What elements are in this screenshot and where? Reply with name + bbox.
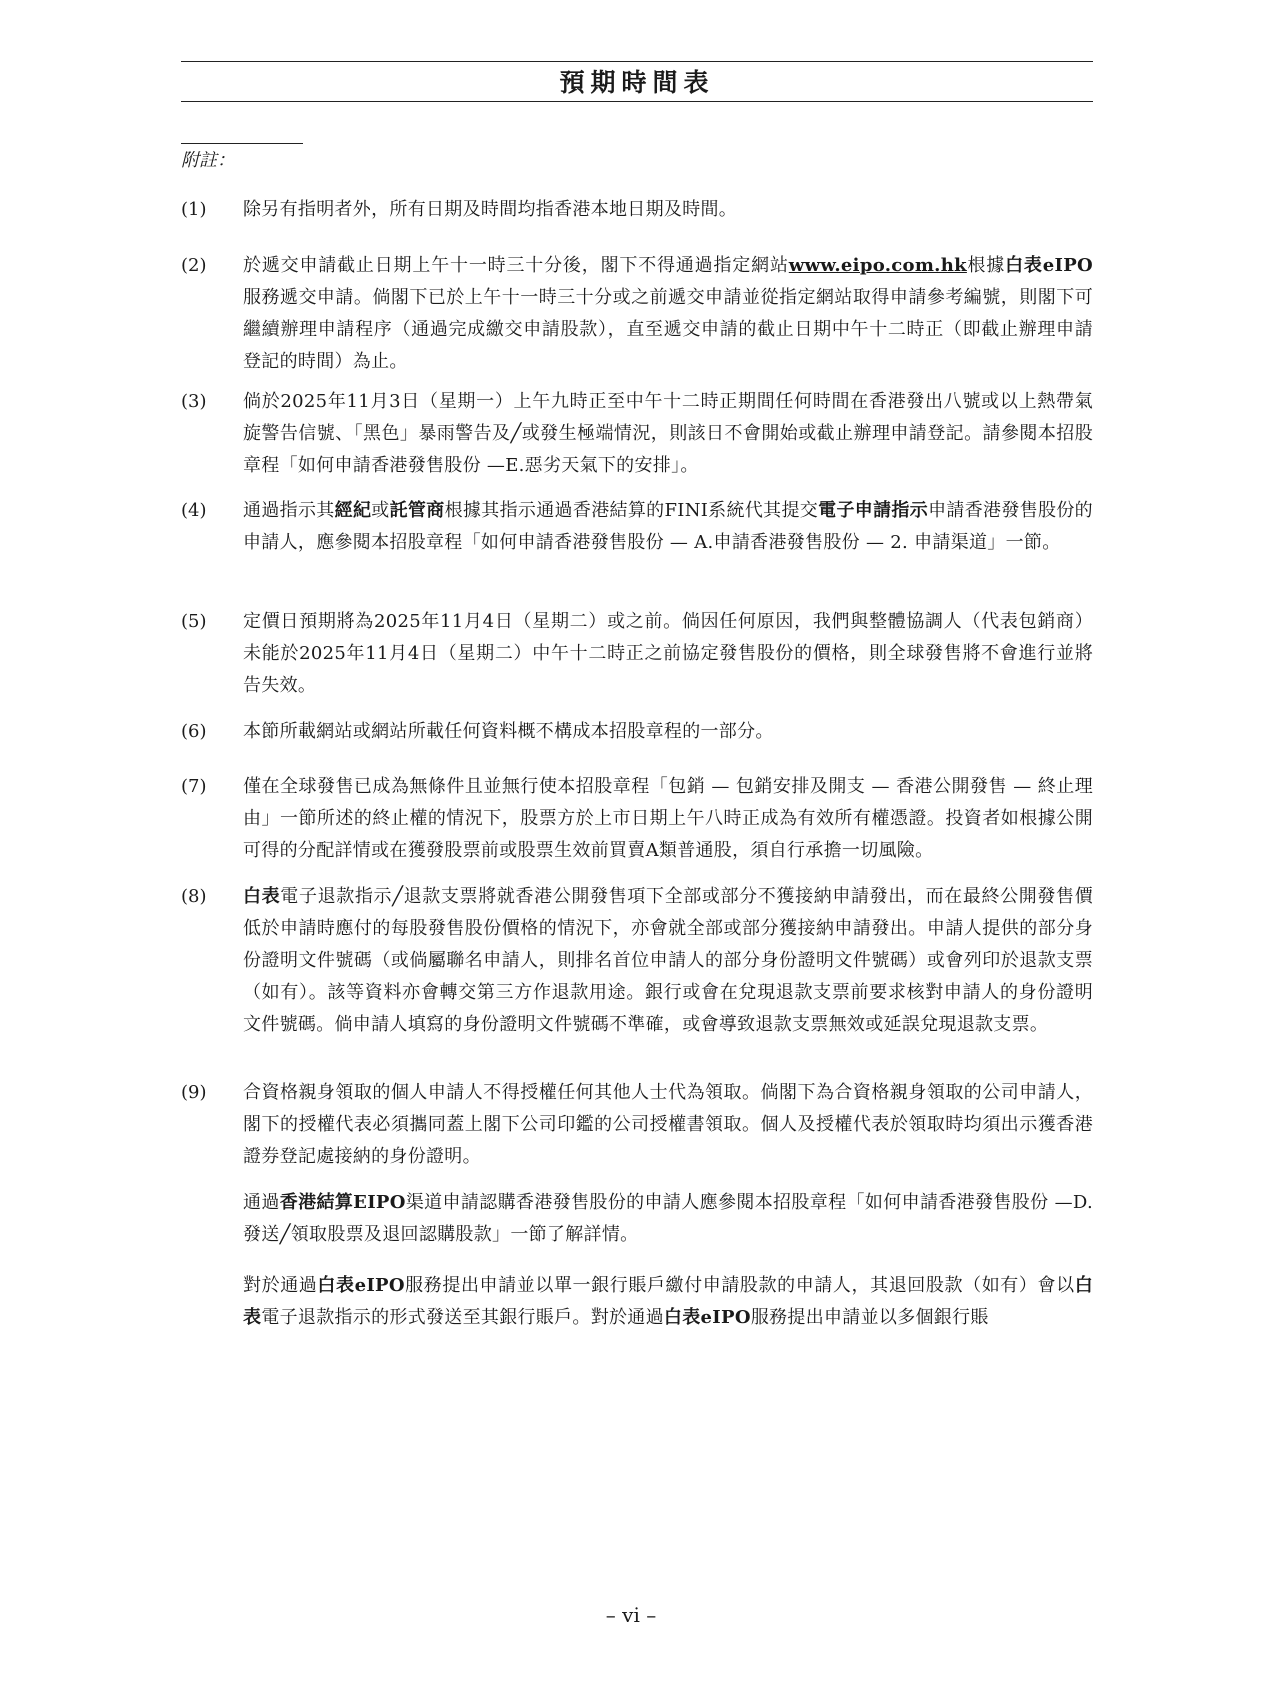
header-top-rule — [181, 61, 1093, 62]
note-text: 倘於2025年11月3日（星期一）上午九時正至中午十二時正期間任何時間在香港發出八號或以上熱帶氣旋警告信號、「黑色」暴雨警告及╱或發生極端情況，則該日不會開始或截止辦理申請登記。請參閱本招股章程「如何申請香港發售股份 —E.惡劣天氣下的安排」。 — [243, 391, 1093, 476]
page-number: – vi – — [605, 1603, 657, 1627]
note-text: 通過指示其經紀或託管商根據其指示通過香港結算的FINI系統代其提交電子申請指示申請香港發售股份的申請人，應參閱本招股章程「如何申請香港發售股份 — A.申請香港發售股份 — 2. 申請渠道」一節。 — [243, 500, 1093, 553]
note-number: (3) — [181, 391, 207, 412]
note-number: (7) — [181, 776, 207, 797]
note-text: 合資格親身領取的個人申請人不得授權任何其他人士代為領取。倘閣下為合資格親身領取的公司申請人，閣下的授權代表必須攜同蓋上閣下公司印鑑的公司授權書領取。個人及授權代表於領取時均須出示獲香港證券登記處接納的身份證明。 — [243, 1082, 1093, 1167]
note-number: (6) — [181, 721, 207, 742]
eipo-website-link[interactable]: www.eipo.com.hk — [788, 255, 967, 276]
note-text: 白表電子退款指示╱退款支票將就香港公開發售項下全部或部分不獲接納申請發出，而在最終公開發售價低於申請時應付的每股發售股份價格的情況下，亦會就全部或部分獲接納申請發出。申請人提供的部分身份證明文件號碼（或倘屬聯名申請人，則排名首位申請人的部分身份證明文件號碼）或會列印於退款支票（如有）。該等資料亦會轉交第三方作退款用途。銀行或會在兌現退款支票前要求核對申請人的身份證明文件號碼。倘申請人填寫的身份證明文件號碼不準確，或會導致退款支票無效或延誤兌現退款支票。 — [243, 886, 1093, 1035]
note-number: (1) — [181, 199, 207, 220]
paragraph-white-form-refund: 對於通過白表eIPO服務提出申請並以單一銀行賬戶繳付申請股款的申請人，其退回股款（如有）會以白表電子退款指示的形式發送至其銀行賬戶。對於通過白表eIPO服務提出申請並以多個銀行賬 — [243, 1275, 1093, 1328]
note-number: (8) — [181, 886, 207, 907]
note-text: 定價日預期將為2025年11月4日（星期二）或之前。倘因任何原因，我們與整體協調人（代表包銷商）未能於2025年11月4日（星期二）中午十二時正之前協定發售股份的價格，則全球發售將不會進行並將告失效。 — [243, 611, 1093, 696]
note-number: (4) — [181, 500, 207, 521]
page-title: 預期時間表 — [559, 68, 715, 97]
note-number: (2) — [181, 255, 207, 276]
notes-separator-rule — [181, 143, 303, 144]
note-text: 於遞交申請截止日期上午十一時三十分後，閣下不得通過指定網站www.eipo.com.hk根據白表eIPO服務遞交申請。倘閣下已於上午十一時三十分或之前遞交申請並從指定網站取得申請參考編號，則閣下可繼續辦理申請程序（通過完成繳交申請股款），直至遞交申請的截止日期中午十二時正（即截止辦理申請登記的時間）為止。 — [243, 255, 1094, 372]
header-bottom-rule — [181, 101, 1093, 102]
note-text: 僅在全球發售已成為無條件且並無行使本招股章程「包銷 — 包銷安排及開支 — 香港公開發售 — 終止理由」一節所述的終止權的情況下，股票方於上市日期上午八時正成為有效所有權憑證。投資者如根據公開可得的分配詳情或在獲發股票前或股票生效前買賣A類普通股，須自行承擔一切風險。 — [243, 776, 1093, 861]
note-number: (9) — [181, 1082, 207, 1103]
paragraph-hkscc-eipo: 通過香港結算EIPO渠道申請認購香港發售股份的申請人應參閱本招股章程「如何申請香港發售股份 —D. 發送╱領取股票及退回認購股款」一節了解詳情。 — [243, 1192, 1093, 1245]
note-text: 本節所載網站或網站所載任何資料概不構成本招股章程的一部分。 — [243, 721, 774, 742]
notes-label: 附註： — [181, 150, 235, 171]
note-number: (5) — [181, 611, 207, 632]
note-text: 除另有指明者外，所有日期及時間均指香港本地日期及時間。 — [243, 199, 738, 220]
